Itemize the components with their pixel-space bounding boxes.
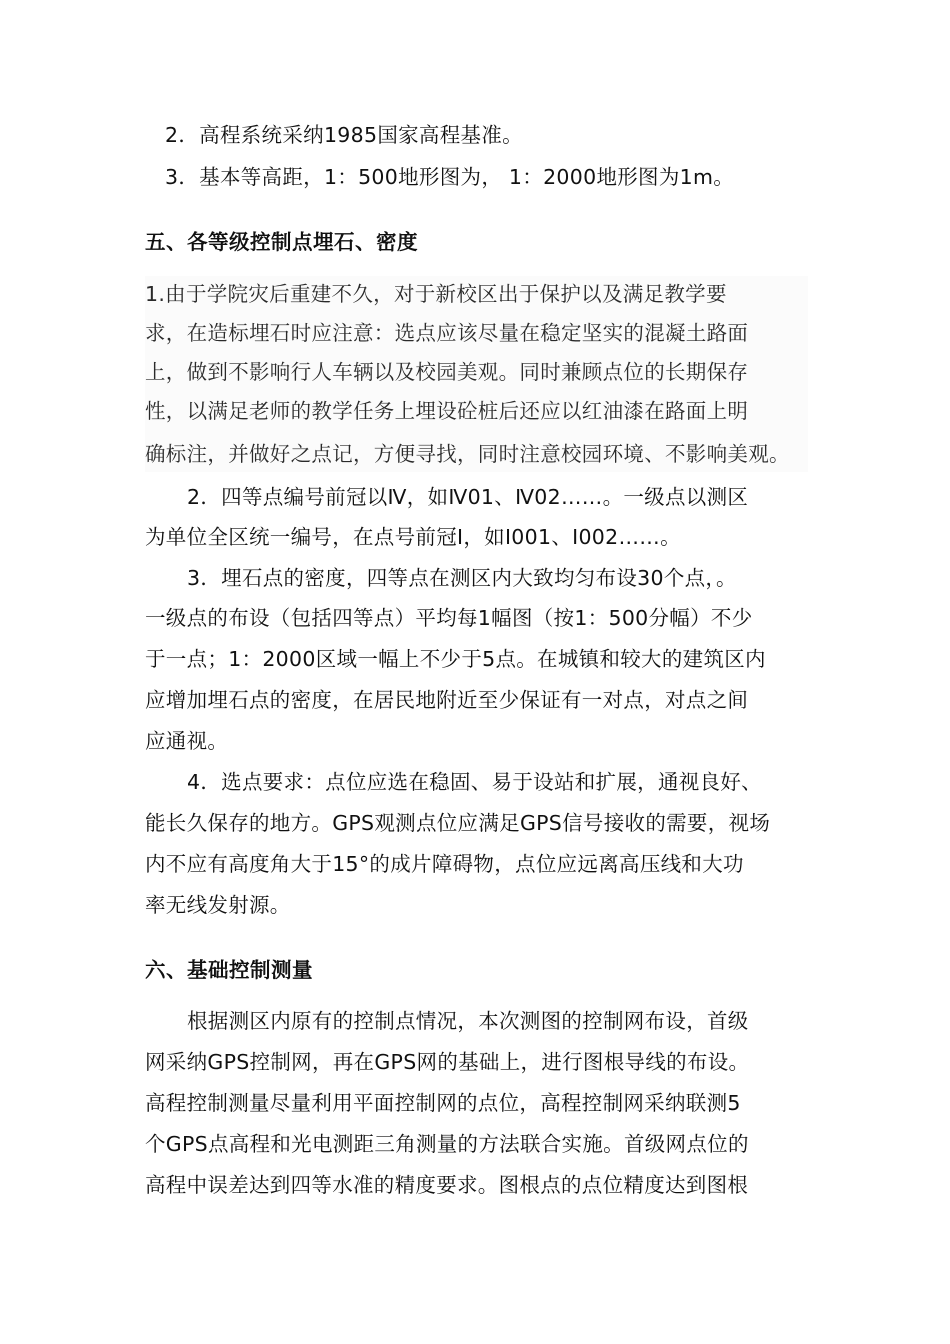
paragraph-line: 1.由于学院灾后重建不久，对于新校区出于保护以及满足教学要	[145, 282, 727, 306]
paragraph-line: 为单位全区统一编号，在点号前冠Ⅰ，如Ⅰ001、Ⅰ002……。	[145, 525, 681, 549]
paragraph-line: 2．四等点编号前冠以Ⅳ，如Ⅳ01、Ⅳ02……。一级点以测区	[187, 485, 749, 509]
paragraph-line: 3．埋石点的密度，四等点在测区内大致均匀布设30个点，。	[187, 566, 737, 590]
list-item-contour-interval: 3．基本等高距，1：500地形图为， 1：2000地形图为1m。	[165, 165, 735, 189]
paragraph-line: 一级点的布设（包括四等点）平均每1幅图（按1：500分幅）不少	[145, 606, 753, 630]
paragraph-line: 确标注，并做好之点记，方便寻找，同时注意校园环境、不影响美观。	[145, 442, 790, 466]
paragraph-line: 于一点；1：2000区域一幅上不少于5点。在城镇和较大的建筑区内	[145, 647, 766, 671]
paragraph-line: 个GPS点高程和光电测距三角测量的方法联合实施。首级网点位的	[145, 1132, 749, 1156]
paragraph-line: 网采纳GPS控制网，再在GPS网的基础上，进行图根导线的布设。	[145, 1050, 750, 1074]
section-heading-6: 六、基础控制测量	[145, 958, 313, 982]
paragraph-line: 率无线发射源。	[145, 893, 291, 917]
paragraph-line: 应增加埋石点的密度，在居民地附近至少保证有一对点，对点之间	[145, 688, 749, 712]
paragraph-line: 性，以满足老师的教学任务上埋设砼桩后还应以红油漆在路面上明	[145, 399, 749, 423]
list-item-elevation-system: 2．高程系统采纳1985国家高程基准。	[165, 123, 523, 147]
paragraph-line: 求，在造标埋石时应注意：选点应该尽量在稳定坚实的混凝土路面	[145, 321, 749, 345]
paragraph-line: 4．选点要求：点位应选在稳固、易于设站和扩展，通视良好、	[187, 770, 762, 794]
paragraph-line: 高程中误差达到四等水准的精度要求。图根点的点位精度达到图根	[145, 1173, 749, 1197]
paragraph-line: 应通视。	[145, 729, 229, 753]
paragraph-line: 能长久保存的地方。GPS观测点位应满足GPS信号接收的需要，视场	[145, 811, 771, 835]
paragraph-line: 上，做到不影响行人车辆以及校园美观。同时兼顾点位的长期保存	[145, 360, 749, 384]
section-heading-5: 五、各等级控制点埋石、密度	[145, 230, 418, 254]
paragraph-line: 内不应有高度角大于15°的成片障碍物，点位应远离高压线和大功	[145, 852, 744, 876]
paragraph-line: 高程控制测量尽量利用平面控制网的点位，高程控制网采纳联测5	[145, 1091, 741, 1115]
paragraph-line: 根据测区内原有的控制点情况，本次测图的控制网布设，首级	[187, 1009, 749, 1033]
